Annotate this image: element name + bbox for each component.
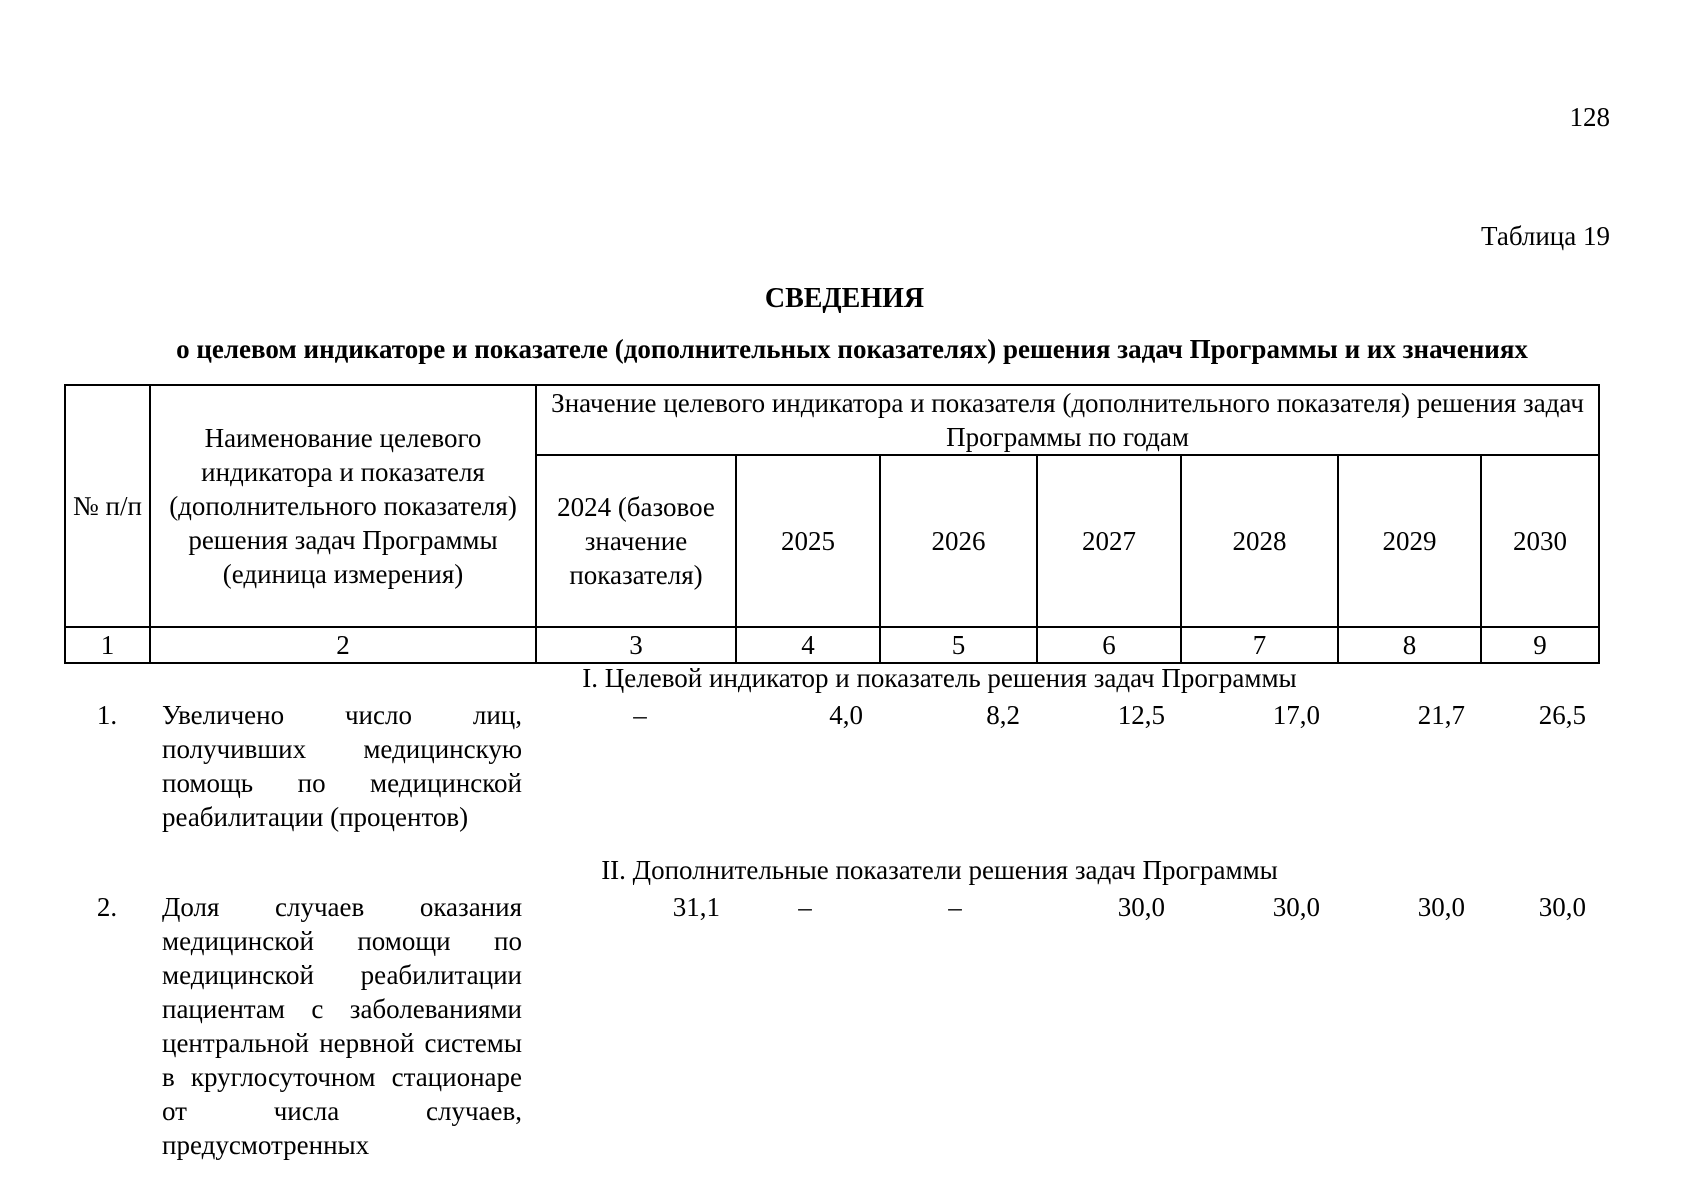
column-number: 7 (1181, 627, 1338, 663)
section-title-1: I. Целевой индикатор и показатель решения задач Программы (582, 663, 1297, 693)
column-number: 2 (150, 627, 536, 663)
column-number: 4 (736, 627, 880, 663)
table-label: Таблица 19 (1481, 221, 1610, 251)
value-2025: 4,0 (829, 700, 863, 730)
value-2030: 30,0 (1538, 892, 1586, 922)
value-2029: 30,0 (1417, 892, 1465, 922)
header-year-2027: 2027 (1037, 455, 1181, 627)
column-number: 9 (1481, 627, 1599, 663)
indicator-name: Доля случаев оказания медицинской помощи по медицинской реабилитации пациентам с заболеваниями центральной нервной системы в круглосуточном стационаре от числа случаев, предусмотренных (162, 892, 522, 1160)
header-year-2026: 2026 (880, 455, 1037, 627)
document-title: СВЕДЕНИЯ (764, 283, 925, 314)
header-values-group: Значение целевого индикатора и показателя (дополнительного показателя) решения задач Программы по годам (536, 385, 1599, 455)
column-number: 6 (1037, 627, 1181, 663)
value-2029: 21,7 (1417, 700, 1465, 730)
header-year-2030: 2030 (1481, 455, 1599, 627)
value-2027: 30,0 (1117, 892, 1165, 922)
column-number: 5 (880, 627, 1037, 663)
value-2026: – (948, 892, 962, 922)
header-num: № п/п (65, 385, 150, 627)
header-year-2024: 2024 (базовое значение показателя) (536, 455, 736, 627)
header-year-2028: 2028 (1181, 455, 1338, 627)
value-2028: 17,0 (1272, 700, 1320, 730)
value-2028: 30,0 (1272, 892, 1320, 922)
value-2024: 31,1 (672, 892, 720, 922)
value-2024: – (633, 700, 647, 730)
column-number: 1 (65, 627, 150, 663)
row-number: 1. (96, 700, 118, 730)
header-year-2029: 2029 (1338, 455, 1481, 627)
page-number: 128 (1569, 102, 1610, 132)
value-2025: – (798, 892, 812, 922)
column-number: 3 (536, 627, 736, 663)
value-2027: 12,5 (1117, 700, 1165, 730)
header-name: Наименование целевого индикатора и показателя (дополнительного показателя) решения задач Программы (единица измерения) (150, 385, 536, 627)
document-subtitle: о целевом индикаторе и показателе (дополнительных показателях) решения задач Программы и их значениях (176, 334, 1528, 364)
column-number: 8 (1338, 627, 1481, 663)
value-2030: 26,5 (1538, 700, 1586, 730)
value-2026: 8,2 (986, 700, 1020, 730)
table-header (64, 384, 1600, 664)
indicator-name: Увеличено число лиц, получивших медицинскую помощь по медицинской реабилитации (процентов) (162, 700, 522, 832)
row-number: 2. (96, 892, 118, 922)
header-year-2025: 2025 (736, 455, 880, 627)
section-title-2: II. Дополнительные показатели решения задач Программы (601, 855, 1278, 885)
